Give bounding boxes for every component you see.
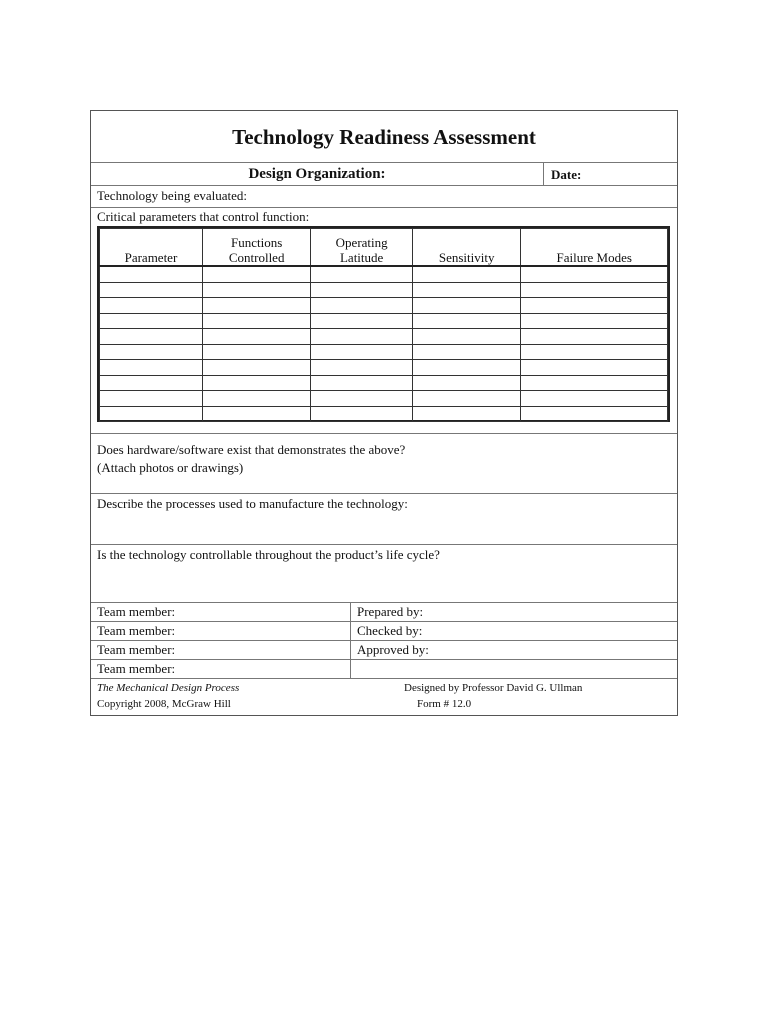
table-cell[interactable] — [311, 313, 413, 329]
table-row — [100, 360, 668, 376]
table-row — [100, 266, 668, 282]
table-cell[interactable] — [100, 360, 203, 376]
form-number: Form # 12.0 — [417, 698, 472, 710]
form-title: Technology Readiness Assessment — [232, 125, 536, 149]
technology-label: Technology being evaluated: — [97, 188, 247, 203]
table-cell[interactable] — [100, 313, 203, 329]
table-cell[interactable] — [311, 375, 413, 391]
team-member-label: Team member: — [97, 623, 176, 638]
table-cell[interactable] — [202, 344, 310, 360]
header-parameter: Parameter — [100, 229, 203, 267]
table-cell[interactable] — [100, 298, 203, 314]
date-label: Date: — [551, 167, 582, 182]
table-cell[interactable] — [521, 391, 668, 407]
prepared-by-label: Prepared by: — [357, 604, 424, 619]
table-cell[interactable] — [412, 266, 521, 282]
table-cell[interactable] — [311, 329, 413, 345]
designer-credit: Designed by Professor David G. Ullman — [404, 682, 583, 694]
table-cell[interactable] — [521, 375, 668, 391]
table-row — [100, 406, 668, 422]
signoff-row — [91, 603, 677, 622]
table-cell[interactable] — [202, 266, 310, 282]
team-member-label: Team member: — [97, 661, 176, 676]
table-row — [100, 344, 668, 360]
checked-by-label: Checked by: — [357, 623, 423, 638]
table-cell[interactable] — [202, 298, 310, 314]
signoff-row — [91, 641, 677, 660]
table-row — [100, 375, 668, 391]
table-cell[interactable] — [521, 360, 668, 376]
table-cell[interactable] — [202, 406, 310, 422]
table-cell[interactable] — [100, 329, 203, 345]
lifecycle-question-row — [91, 545, 677, 603]
table-cell[interactable] — [202, 329, 310, 345]
hardware-question-note: (Attach photos or drawings) — [97, 460, 244, 475]
table-cell[interactable] — [412, 406, 521, 422]
approved-by-label: Approved by: — [357, 642, 429, 657]
processes-question: Describe the processes used to manufacture the technology: — [97, 496, 408, 511]
table-cell[interactable] — [100, 375, 203, 391]
copyright: Copyright 2008, McGraw Hill — [97, 698, 231, 710]
table-cell[interactable] — [521, 406, 668, 422]
table-cell[interactable] — [412, 344, 521, 360]
footer — [91, 679, 677, 717]
signoff-row — [91, 622, 677, 641]
table-row — [100, 282, 668, 298]
table-cell[interactable] — [412, 391, 521, 407]
table-cell[interactable] — [521, 313, 668, 329]
table-cell[interactable] — [521, 344, 668, 360]
table-cell[interactable] — [311, 344, 413, 360]
table-cell[interactable] — [412, 282, 521, 298]
book-title: The Mechanical Design Process — [97, 682, 240, 694]
table-cell[interactable] — [311, 360, 413, 376]
team-member-label: Team member: — [97, 642, 176, 657]
table-cell[interactable] — [202, 313, 310, 329]
critical-parameters-label: Critical parameters that control function: — [97, 209, 310, 224]
table-row — [100, 391, 668, 407]
table-cell[interactable] — [412, 298, 521, 314]
technology-row — [91, 186, 677, 208]
table-cell[interactable] — [100, 266, 203, 282]
assessment-form — [90, 110, 678, 716]
parameters-table — [97, 226, 670, 422]
processes-question-row — [91, 494, 677, 545]
hardware-question: Does hardware/software exist that demonstrates the above? — [97, 442, 406, 457]
design-organization-row — [91, 163, 677, 186]
table-cell[interactable] — [100, 344, 203, 360]
table-cell[interactable] — [202, 282, 310, 298]
team-member-label: Team member: — [97, 604, 176, 619]
header-operating-latitude: Operating Latitude — [311, 229, 413, 267]
lifecycle-question: Is the technology controllable throughout the product’s life cycle? — [97, 547, 440, 562]
table-row — [100, 298, 668, 314]
table-cell[interactable] — [412, 360, 521, 376]
table-cell[interactable] — [521, 329, 668, 345]
table-cell[interactable] — [521, 266, 668, 282]
table-cell[interactable] — [311, 391, 413, 407]
signoff-row — [91, 660, 677, 679]
table-cell[interactable] — [100, 391, 203, 407]
table-cell[interactable] — [311, 282, 413, 298]
title-row — [91, 111, 677, 163]
table-cell[interactable] — [412, 313, 521, 329]
table-cell[interactable] — [100, 282, 203, 298]
header-failure-modes: Failure Modes — [521, 229, 668, 267]
table-cell[interactable] — [202, 375, 310, 391]
table-row — [100, 313, 668, 329]
critical-parameters-section — [91, 208, 677, 433]
table-cell[interactable] — [521, 282, 668, 298]
design-organization-label: Design Organization: — [91, 163, 544, 186]
table-cell[interactable] — [311, 406, 413, 422]
table-cell[interactable] — [100, 406, 203, 422]
table-cell[interactable] — [311, 266, 413, 282]
table-row — [100, 329, 668, 345]
table-header-row — [100, 229, 668, 267]
header-sensitivity: Sensitivity — [412, 229, 521, 267]
table-cell[interactable] — [521, 298, 668, 314]
header-functions-controlled: Functions Controlled — [202, 229, 310, 267]
table-cell[interactable] — [202, 391, 310, 407]
table-cell[interactable] — [311, 298, 413, 314]
table-cell[interactable] — [412, 329, 521, 345]
hardware-question-row — [91, 433, 677, 494]
table-cell[interactable] — [412, 375, 521, 391]
table-cell[interactable] — [202, 360, 310, 376]
